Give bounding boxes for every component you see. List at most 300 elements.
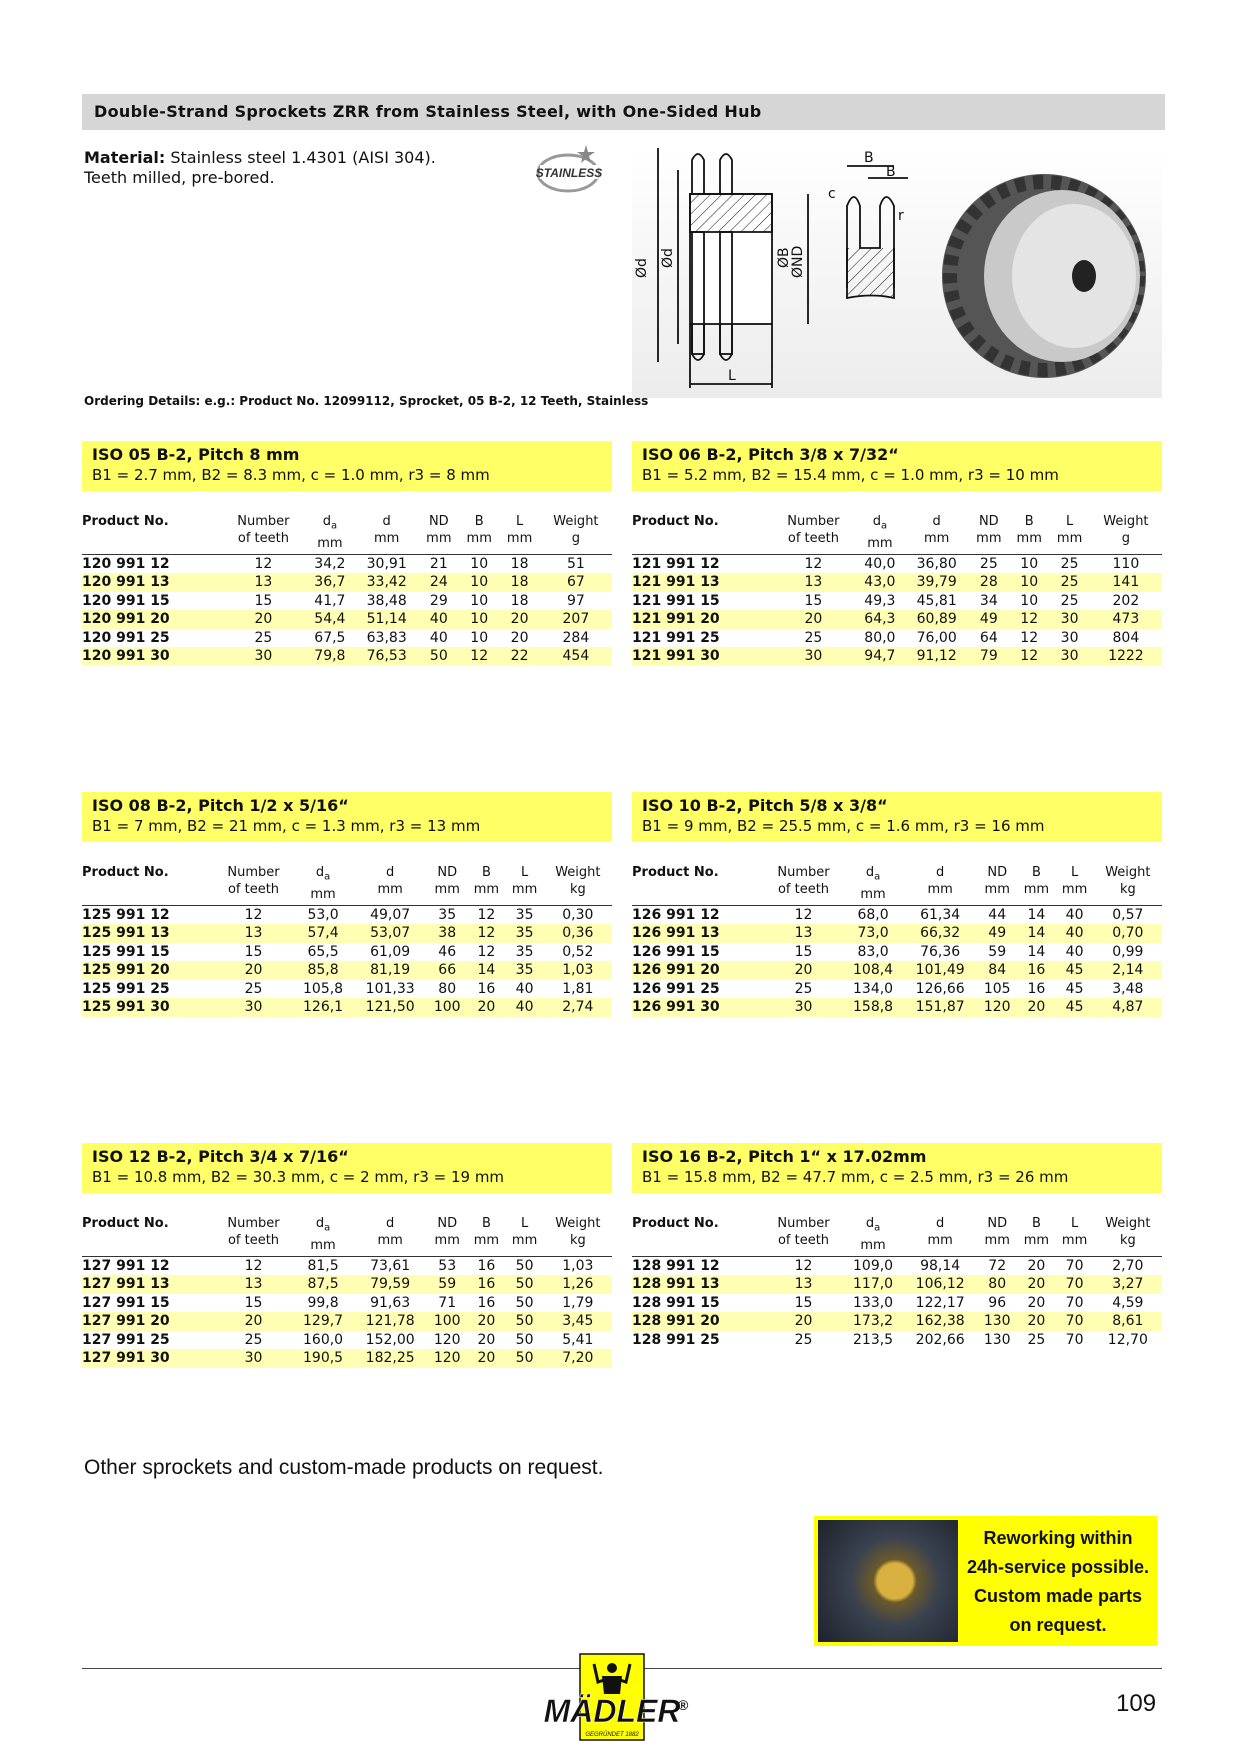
table-cell: 1,81 [562,980,594,997]
table-cell: 25 [1027,1331,1046,1348]
table-cell: 68,0 [857,906,889,923]
spec-block-iso08 [82,792,612,1017]
spec-heading: ISO 08 B-2, Pitch 1/2 x 5/16“ [92,796,349,815]
table-cell: 45 [1065,980,1084,997]
col-teeth: Number of teeth [764,1215,843,1256]
table-cell: 5,41 [562,1331,594,1348]
table-cell: 25 [1060,555,1079,572]
product-number-cell: 120 991 12 [82,555,170,572]
table-cell: 10 [459,610,499,629]
stainless-badge-icon [530,143,610,195]
table-row [632,1256,1162,1275]
spec-heading: ISO 16 B-2, Pitch 1“ x 17.02mm [642,1147,927,1166]
table-cell: 35 [506,924,544,943]
table-cell: 1222 [1090,647,1162,666]
table-cell: 80 [438,980,457,997]
table-cell: 100 [427,998,467,1017]
table-cell: 70 [1056,1312,1094,1331]
service-promo-box [814,1516,1157,1646]
table-cell: 120 [433,1331,461,1348]
table-cell: 50 [506,1275,544,1294]
stainless-badge-text: STAINLESS [535,166,603,180]
table-row [82,1312,612,1331]
table-cell: 83,0 [857,943,889,960]
spec-band [632,1143,1162,1193]
table-cell: 25 [804,629,823,646]
table-row [632,1294,1162,1313]
table-row [82,943,612,962]
table-cell: 207 [540,610,612,629]
technical-drawing [632,148,1162,398]
col-product-no: Product No. [82,513,222,554]
table-cell: 182,25 [353,1349,427,1368]
table-cell: 30 [222,647,305,666]
table-cell: 13 [222,573,305,592]
table-cell: 13 [214,924,293,943]
table-cell: 70 [1065,1257,1084,1274]
promo-text [962,1524,1154,1640]
product-number-cell: 127 991 25 [82,1331,170,1348]
table-cell: 20 [214,1312,293,1331]
table-cell: 16 [467,1275,505,1294]
table-row [82,629,612,648]
table-cell: 15 [794,943,813,960]
spec-block-iso16 [632,1143,1162,1349]
table-row [632,629,1162,648]
table-row [82,554,612,573]
table-cell: 12 [1020,629,1039,646]
table-cell: 160,0 [303,1331,344,1348]
product-number-cell: 126 991 15 [632,943,720,960]
label-da: Ød [634,258,650,278]
table-cell: 15 [254,592,273,609]
table-cell: 4,59 [1112,1294,1144,1311]
table-header-row [632,513,1162,554]
table-row [632,1275,1162,1294]
table-cell: 110 [1112,555,1140,572]
table-cell: 117,0 [843,1275,903,1294]
spec-band [632,792,1162,842]
table-cell: 20 [467,1349,505,1368]
product-number-cell: 128 991 12 [632,1257,720,1274]
table-cell: 12 [1009,647,1049,666]
table-cell: 13 [214,1275,293,1294]
table-cell: 51,14 [355,610,419,629]
table-row [82,1275,612,1294]
table-row [82,647,612,666]
table-cell: 53 [438,1257,457,1274]
table-cell: 25 [244,980,263,997]
table-cell: 10 [1020,555,1039,572]
spec-params: B1 = 10.8 mm, B2 = 30.3 mm, c = 2 mm, r3 = 19 mm [92,1168,505,1186]
col-b: B mm [467,1215,505,1256]
product-number-cell: 126 991 12 [632,906,720,923]
spec-block-iso10 [632,792,1162,1017]
table-row [82,1349,612,1368]
page-title: Double-Strand Sprockets ZRR from Stainless Steel, with One-Sided Hub [94,102,762,121]
col-nd: ND mm [427,1215,467,1256]
product-number-cell: 128 991 13 [632,1275,764,1294]
table-cell: 94,7 [855,647,905,666]
table-cell: 20 [214,961,293,980]
table-cell: 213,5 [853,1331,894,1348]
col-d: d mm [355,513,419,554]
table-cell: 40 [1065,943,1084,960]
table-row [632,1331,1162,1350]
table-cell: 35 [506,961,544,980]
table-cell: 73,61 [370,1257,411,1274]
table-cell: 20 [1017,1312,1055,1331]
table-row [632,554,1162,573]
spec-table [82,513,612,666]
table-cell: 80,0 [864,629,896,646]
table-cell: 12 [804,555,823,572]
table-cell: 85,8 [293,961,353,980]
table-cell: 67,5 [314,629,346,646]
table-cell: 49 [969,610,1009,629]
table-cell: 12 [254,555,273,572]
table-cell: 20 [510,629,529,646]
table-row [82,998,612,1017]
table-cell: 190,5 [293,1349,353,1368]
col-d: d mm [905,513,969,554]
brand-tagline: GEGRÜNDET 1882 [585,1732,639,1738]
table-cell: 25 [244,1331,263,1348]
table-cell: 98,14 [920,1257,961,1274]
table-cell: 76,00 [916,629,957,646]
table-cell: 12 [1009,610,1049,629]
col-da: $d_a$ mm [305,513,355,554]
table-cell: 162,38 [903,1312,977,1331]
spec-params: B1 = 9 mm, B2 = 25.5 mm, c = 1.6 mm, r3 = 16 mm [642,817,1045,835]
table-cell: 30 [214,998,293,1017]
table-header-row [632,1215,1162,1256]
table-header-row [632,864,1162,905]
table-cell: 1,79 [562,1294,594,1311]
table-cell: 81,19 [353,961,427,980]
madler-logo-icon [538,1652,698,1742]
table-cell: 76,53 [355,647,419,666]
table-cell: 12 [794,906,813,923]
ordering-details: Ordering Details: e.g.: Product No. 12099112, Sprocket, 05 B-2, 12 Teeth, Stainless [84,394,649,408]
spec-table [632,513,1162,666]
table-cell: 3,27 [1094,1275,1162,1294]
product-number-cell: 121 991 20 [632,610,772,629]
table-cell: 34,2 [314,555,346,572]
product-number-cell: 120 991 13 [82,573,222,592]
table-cell: 50 [515,1294,534,1311]
table-cell: 39,79 [905,573,969,592]
table-cell: 59 [988,943,1007,960]
spec-band [632,441,1162,491]
label-d: Ød [660,248,676,268]
table-cell: 12,70 [1107,1331,1148,1348]
table-cell: 64 [979,629,998,646]
table-cell: 12 [794,1257,813,1274]
table-cell: 70 [1065,1294,1084,1311]
table-cell: 53,0 [307,906,339,923]
spec-table [82,864,612,1017]
table-cell: 14 [1017,924,1055,943]
product-number-cell: 125 991 12 [82,906,170,923]
table-row [82,961,612,980]
table-cell: 3,48 [1112,980,1144,997]
table-cell: 14 [1027,906,1046,923]
table-cell: 108,4 [843,961,903,980]
table-cell: 81,5 [307,1257,339,1274]
spec-params: B1 = 2.7 mm, B2 = 8.3 mm, c = 1.0 mm, r3 = 8 mm [92,466,490,484]
table-row [632,592,1162,611]
table-cell: 122,17 [915,1294,965,1311]
table-cell: 30 [772,647,855,666]
table-cell: 80 [977,1275,1017,1294]
table-cell: 16 [477,1294,496,1311]
table-cell: 45 [1056,961,1094,980]
table-cell: 25 [794,980,813,997]
table-cell: 10 [470,592,489,609]
col-product-no: Product No. [82,864,214,905]
table-cell: 79,59 [353,1275,427,1294]
product-number-cell: 127 991 30 [82,1349,214,1368]
table-cell: 87,5 [293,1275,353,1294]
product-number-cell: 120 991 15 [82,592,170,609]
table-cell: 30 [1060,629,1079,646]
table-cell: 0,30 [562,906,594,923]
table-cell: 20 [764,961,843,980]
spec-band [82,792,612,842]
table-cell: 43,0 [855,573,905,592]
table-row [82,573,612,592]
col-teeth: Number of teeth [222,513,305,554]
table-row [82,610,612,629]
col-nd: ND mm [419,513,459,554]
product-number-cell: 121 991 30 [632,647,772,666]
col-nd: ND mm [969,513,1009,554]
product-number-cell: 121 991 15 [632,592,720,609]
table-cell: 79,8 [305,647,355,666]
table-cell: 121,50 [353,998,427,1017]
table-cell: 18 [510,555,529,572]
col-b: B mm [467,864,505,905]
registered-mark: ® [678,1697,689,1713]
table-cell: 35 [515,906,534,923]
table-row [632,980,1162,999]
col-l: L mm [506,1215,544,1256]
table-cell: 130 [977,1312,1017,1331]
table-cell: 34 [979,592,998,609]
table-cell: 50 [515,1257,534,1274]
col-teeth: Number of teeth [772,513,855,554]
table-cell: 84 [977,961,1017,980]
table-cell: 15 [794,1294,813,1311]
table-cell: 25 [1049,573,1089,592]
col-l: L mm [1056,1215,1094,1256]
promo-line: Custom made parts [973,1586,1143,1606]
table-cell: 30,91 [366,555,407,572]
table-cell: 40 [1065,906,1084,923]
spec-heading: ISO 06 B-2, Pitch 3/8 x 7/32“ [642,445,899,464]
col-da: $d_a$ mm [843,864,903,905]
product-number-cell: 125 991 30 [82,998,214,1017]
table-row [632,943,1162,962]
table-cell: 20 [467,998,505,1017]
table-cell: 14 [1027,943,1046,960]
table-cell: 16 [1017,961,1055,980]
table-cell: 25 [1060,592,1079,609]
col-b: B mm [1017,1215,1055,1256]
table-cell: 20 [1017,998,1055,1017]
table-cell: 15 [804,592,823,609]
table-cell: 91,63 [370,1294,411,1311]
spec-params: B1 = 5.2 mm, B2 = 15.4 mm, c = 1.0 mm, r3 = 10 mm [642,466,1059,484]
table-cell: 38 [427,924,467,943]
table-cell: 454 [540,647,612,666]
table-cell: 0,99 [1112,943,1144,960]
spec-params: B1 = 7 mm, B2 = 21 mm, c = 1.3 mm, r3 = 13 mm [92,817,481,835]
table-cell: 30 [1049,610,1089,629]
table-cell: 57,4 [293,924,353,943]
table-cell: 130 [983,1331,1011,1348]
product-number-cell: 120 991 20 [82,610,222,629]
table-row [632,924,1162,943]
sprocket-photo [942,174,1146,378]
product-number-cell: 125 991 13 [82,924,214,943]
product-number-cell: 125 991 20 [82,961,214,980]
table-cell: 151,87 [903,998,977,1017]
spec-band [82,441,612,491]
table-cell: 2,70 [1112,1257,1144,1274]
col-l: L mm [499,513,539,554]
col-weight: Weight kg [544,864,612,905]
table-cell: 10 [1009,573,1049,592]
spec-band [82,1143,612,1193]
table-cell: 20 [1017,1275,1055,1294]
table-cell: 46 [438,943,457,960]
table-cell: 40 [419,610,459,629]
table-cell: 105 [983,980,1011,997]
table-cell: 173,2 [843,1312,903,1331]
product-number-cell: 126 991 20 [632,961,764,980]
table-row [82,1331,612,1350]
table-header-row [82,864,612,905]
brand-name: MÄDLER [543,1693,681,1729]
label-b2: B [864,150,874,166]
table-cell: 59 [427,1275,467,1294]
promo-line: 24h-service possible. [966,1557,1150,1577]
table-cell: 64,3 [855,610,905,629]
table-cell: 12 [244,1257,263,1274]
table-cell: 20 [764,1312,843,1331]
table-cell: 105,8 [303,980,344,997]
table-cell: 71 [438,1294,457,1311]
col-weight: Weight kg [1094,864,1162,905]
col-b: B mm [459,513,499,554]
spec-table [632,864,1162,1017]
table-row [82,1294,612,1313]
col-da: $d_a$ mm [843,1215,903,1256]
table-cell: 49 [977,924,1017,943]
table-cell: 61,34 [920,906,961,923]
col-da: $d_a$ mm [293,1215,353,1256]
col-weight: Weight kg [544,1215,612,1256]
table-cell: 13 [772,573,855,592]
sprocket-cross-section-drawing [632,148,1162,398]
table-cell: 65,5 [307,943,339,960]
table-cell: 38,48 [366,592,407,609]
col-teeth: Number of teeth [214,1215,293,1256]
table-cell: 50 [419,647,459,666]
table-cell: 12 [477,906,496,923]
table-cell: 20 [1027,1257,1046,1274]
table-cell: 101,49 [903,961,977,980]
table-cell: 49,3 [864,592,896,609]
table-row [632,905,1162,924]
table-cell: 15 [244,943,263,960]
col-weight: Weight g [540,513,612,554]
table-cell: 16 [1027,980,1046,997]
table-row [632,961,1162,980]
col-da: $d_a$ mm [293,864,353,905]
table-cell: 50 [515,1331,534,1348]
material-label: Material: [84,148,166,167]
table-cell: 54,4 [305,610,355,629]
table-cell: 0,70 [1094,924,1162,943]
product-number-cell: 121 991 25 [632,629,720,646]
table-row [82,905,612,924]
col-d: d mm [353,1215,427,1256]
table-cell: 129,7 [293,1312,353,1331]
table-cell: 3,45 [544,1312,612,1331]
table-cell: 18 [499,573,539,592]
table-cell: 60,89 [905,610,969,629]
table-cell: 202 [1112,592,1140,609]
material-value: Stainless steel 1.4301 (AISI 304). [165,148,436,167]
product-number-cell: 125 991 15 [82,943,170,960]
table-header-row [82,513,612,554]
table-cell: 18 [510,592,529,609]
table-cell: 13 [764,1275,843,1294]
table-cell: 10 [470,629,489,646]
table-cell: 7,20 [544,1349,612,1368]
table-cell: 36,7 [305,573,355,592]
product-number-cell: 128 991 15 [632,1294,720,1311]
table-cell: 76,36 [920,943,961,960]
spec-block-iso12 [82,1143,612,1368]
table-row [632,573,1162,592]
table-cell: 0,57 [1112,906,1144,923]
label-r3: r [898,208,904,224]
table-cell: 20 [222,610,305,629]
material-description [84,148,436,188]
promo-line: Reworking within [983,1528,1133,1548]
table-cell: 101,33 [365,980,415,997]
spec-table [632,1215,1162,1349]
col-teeth: Number of teeth [764,864,843,905]
table-cell: 133,0 [853,1294,894,1311]
page-number: 109 [1116,1690,1157,1717]
product-number-cell: 121 991 13 [632,573,772,592]
label-nd: ØND [790,245,806,278]
table-cell: 99,8 [307,1294,339,1311]
table-cell: 66 [427,961,467,980]
table-cell: 40,0 [864,555,896,572]
table-cell: 120 [427,1349,467,1368]
col-nd: ND mm [427,864,467,905]
table-cell: 121,78 [353,1312,427,1331]
table-cell: 8,61 [1094,1312,1162,1331]
table-cell: 12 [244,906,263,923]
table-cell: 202,66 [915,1331,965,1348]
